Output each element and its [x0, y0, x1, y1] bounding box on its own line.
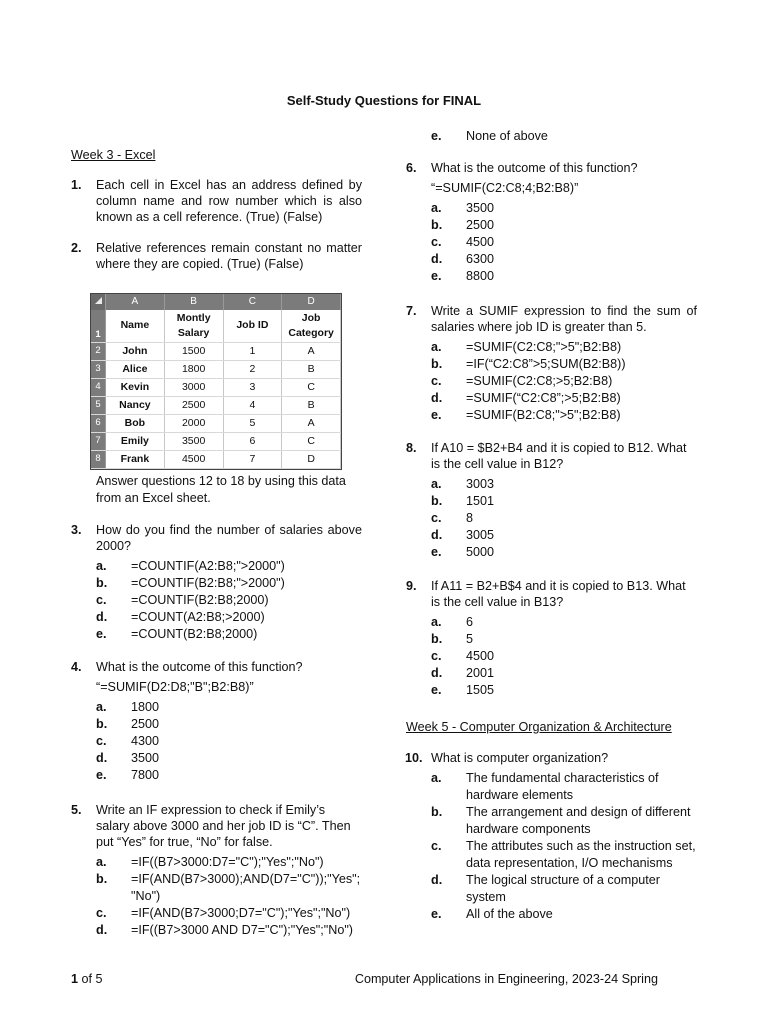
question-5-continued	[406, 128, 697, 145]
question-number: 4.	[71, 660, 82, 674]
cell-job-id: 6	[223, 432, 282, 450]
column-letter: D	[282, 294, 341, 310]
table-row	[91, 414, 341, 432]
cell-name: Alice	[106, 360, 165, 378]
option-item: c. =SUMIF(C2:C8;>5;B2:B8)	[431, 374, 613, 388]
course-footer: Computer Applications in Engineering, 2023-24 Spring	[354, 972, 658, 986]
table-instruction-note: Answer questions 12 to 18 by using this data from an Excel sheet.	[96, 474, 346, 505]
question-number: 9.	[406, 579, 417, 593]
cell-job-category: A	[282, 342, 341, 360]
option-item: d. The logical structure of a computer system	[431, 873, 660, 904]
question-9	[406, 578, 697, 699]
option-item: e. =COUNT(B2:B8;2000)	[96, 627, 258, 641]
cell-name: Nancy	[106, 396, 165, 414]
question-6	[406, 160, 697, 285]
answer-options	[431, 200, 697, 285]
header-name: Name	[106, 310, 165, 342]
question-number: 10.	[405, 751, 423, 765]
cell-name: Frank	[106, 450, 165, 468]
question-number: 2.	[71, 241, 82, 255]
cell-job-category: B	[282, 396, 341, 414]
section-heading-week5: Week 5 - Computer Organization & Architecture	[406, 720, 672, 734]
cell-job-id: 2	[223, 360, 282, 378]
question-1	[71, 177, 362, 225]
row-number: 1	[91, 310, 106, 342]
cell-job-category: A	[282, 414, 341, 432]
question-stem: How do you find the number of salaries above 2000?	[96, 523, 362, 553]
row-number: 3	[91, 360, 106, 378]
question-8	[406, 440, 697, 561]
answer-options	[96, 854, 362, 939]
cell-salary: 1800	[164, 360, 223, 378]
cell-salary: 1500	[164, 342, 223, 360]
option-item: e. 7800	[96, 768, 160, 782]
question-stem: What is computer organization?	[431, 751, 609, 765]
current-page: 1	[71, 972, 79, 986]
page-total: of 5	[81, 972, 103, 986]
question-stem: If A10 = $B2+B4 and it is copied to B12. What is the cell value in B12?	[431, 441, 687, 471]
row-number: 2	[91, 342, 106, 360]
option-item: c. =IF(AND(B7>3000;D7="C");"Yes";"No")	[96, 906, 351, 920]
question-number: 7.	[406, 304, 417, 318]
option-item: a. The fundamental characteristics of hardware elements	[431, 771, 659, 802]
table-row	[91, 432, 341, 450]
option-item: c. 8	[431, 511, 474, 525]
option-item: b. =COUNTIF(B2:B8;">2000")	[96, 576, 285, 590]
option-item: e. All of the above	[431, 907, 553, 921]
question-stem: What is the outcome of this function?	[431, 161, 638, 175]
excel-data-table	[90, 293, 342, 470]
option-item: b. 2500	[431, 218, 495, 232]
option-item: c. 4500	[431, 235, 495, 249]
option-item: a. =IF((B7>3000:D7="C");"Yes";"No")	[96, 855, 324, 869]
table-row	[91, 342, 341, 360]
question-4	[71, 659, 362, 784]
column-letter: C	[223, 294, 282, 310]
row-number: 5	[91, 396, 106, 414]
option-item: d. =SUMIF(“C2:C8”;>5;B2:B8)	[431, 391, 621, 405]
table-row	[91, 378, 341, 396]
cell-job-id: 1	[223, 342, 282, 360]
answer-options	[431, 128, 697, 145]
cell-name: John	[106, 342, 165, 360]
cell-job-category: B	[282, 360, 341, 378]
row-number: 6	[91, 414, 106, 432]
question-number: 1.	[71, 178, 82, 192]
option-item: d. =IF((B7>3000 AND D7="C");"Yes";"No")	[96, 923, 354, 937]
cell-job-id: 4	[223, 396, 282, 414]
cell-name: Kevin	[106, 378, 165, 396]
question-stem: Relative references remain constant no matter where they are copied. (True) (False)	[96, 241, 362, 271]
cell-job-category: D	[282, 450, 341, 468]
option-item: b. 1501	[431, 494, 495, 508]
answer-options	[431, 476, 697, 561]
page-number	[71, 971, 103, 987]
cell-job-id: 3	[223, 378, 282, 396]
column-letter: B	[164, 294, 223, 310]
cell-job-category: C	[282, 378, 341, 396]
option-item: b. =IF(AND(B7>3000);AND(D7="C"));"Yes"; "No")	[96, 872, 361, 903]
table-row	[91, 450, 341, 468]
cell-salary: 4500	[164, 450, 223, 468]
select-all-corner	[91, 294, 106, 310]
option-item: c. 4300	[96, 734, 160, 748]
option-item: a. 3003	[431, 477, 495, 491]
option-item: c. The attributes such as the instruction set, data representation, I/O mechanisms	[431, 839, 696, 870]
question-stem: If A11 = B2+B$4 and it is copied to B13. What is the cell value in B13?	[431, 579, 686, 609]
header-salary: Montly Salary	[164, 310, 223, 342]
option-item: d. 3500	[96, 751, 160, 765]
answer-options	[431, 614, 697, 699]
option-item: c. 4500	[431, 649, 495, 663]
column-letter-row	[91, 294, 341, 310]
header-job-id: Job ID	[223, 310, 282, 342]
question-stem: Write a SUMIF expression to find the sum of salaries where job ID is greater than 5.	[431, 304, 697, 334]
answer-options	[431, 770, 697, 923]
cell-name: Emily	[106, 432, 165, 450]
option-item: e. =SUMIF(B2:C8;">5";B2:B8)	[431, 408, 621, 422]
question-number: 3.	[71, 523, 82, 537]
question-7	[406, 303, 697, 424]
answer-options	[96, 558, 362, 643]
row-number: 8	[91, 450, 106, 468]
cell-job-id: 5	[223, 414, 282, 432]
question-10	[406, 750, 697, 923]
cell-salary: 2000	[164, 414, 223, 432]
question-number: 8.	[406, 441, 417, 455]
option-item: e. 8800	[431, 269, 495, 283]
page-title: Self-Study Questions for FINAL	[286, 93, 482, 108]
option-item: c. =COUNTIF(B2:B8;2000)	[96, 593, 269, 607]
question-stem: Write an IF expression to check if Emily’s salary above 3000 and her job ID is “C”. Then put “Yes” for true, “No” for false.	[96, 803, 351, 849]
table-row	[91, 396, 341, 414]
table-header-row	[91, 310, 341, 342]
option-item: d. 6300	[431, 252, 495, 266]
answer-options	[431, 339, 697, 424]
option-item: b. 2500	[96, 717, 160, 731]
question-3	[71, 522, 362, 643]
option-item: b. 5	[431, 632, 474, 646]
option-item: a. 1800	[96, 700, 160, 714]
option-item: b. =IF(“C2:C8”>5;SUM(B2:B8))	[431, 357, 626, 371]
option-item: d. 2001	[431, 666, 495, 680]
row-number: 4	[91, 378, 106, 396]
question-formula: “=SUMIF(C2:C8;4;B2:B8)”	[431, 181, 579, 195]
cell-name: Bob	[106, 414, 165, 432]
cell-salary: 3500	[164, 432, 223, 450]
cell-salary: 2500	[164, 396, 223, 414]
question-2	[71, 240, 362, 272]
column-letter: A	[106, 294, 165, 310]
option-item: a. =COUNTIF(A2:B8;">2000")	[96, 559, 285, 573]
option-item: d. 3005	[431, 528, 495, 542]
question-stem: What is the outcome of this function?	[96, 660, 303, 674]
section-heading-week3: Week 3 - Excel	[71, 148, 156, 162]
option-item: b. The arrangement and design of different hardware components	[431, 805, 691, 836]
question-5	[71, 802, 362, 939]
option-item: a. =SUMIF(C2:C8;">5";B2:B8)	[431, 340, 622, 354]
cell-salary: 3000	[164, 378, 223, 396]
cell-job-id: 7	[223, 450, 282, 468]
cell-job-category: C	[282, 432, 341, 450]
question-number: 5.	[71, 803, 82, 817]
question-number: 6.	[406, 161, 417, 175]
table-row	[91, 360, 341, 378]
option-item: a. 3500	[431, 201, 495, 215]
row-number: 7	[91, 432, 106, 450]
option-item: a. 6	[431, 615, 474, 629]
option-item: e. None of above	[431, 129, 548, 143]
header-job-category: Job Category	[282, 310, 341, 342]
answer-options	[96, 699, 362, 784]
option-item: e. 1505	[431, 683, 495, 697]
question-stem: Each cell in Excel has an address defined by column name and row number which is also known as a cell reference. (True) (False)	[96, 178, 362, 224]
option-item: e. 5000	[431, 545, 495, 559]
option-item: d. =COUNT(A2:B8;>2000)	[96, 610, 265, 624]
question-formula: “=SUMIF(D2:D8;"B";B2:B8)”	[96, 680, 254, 694]
